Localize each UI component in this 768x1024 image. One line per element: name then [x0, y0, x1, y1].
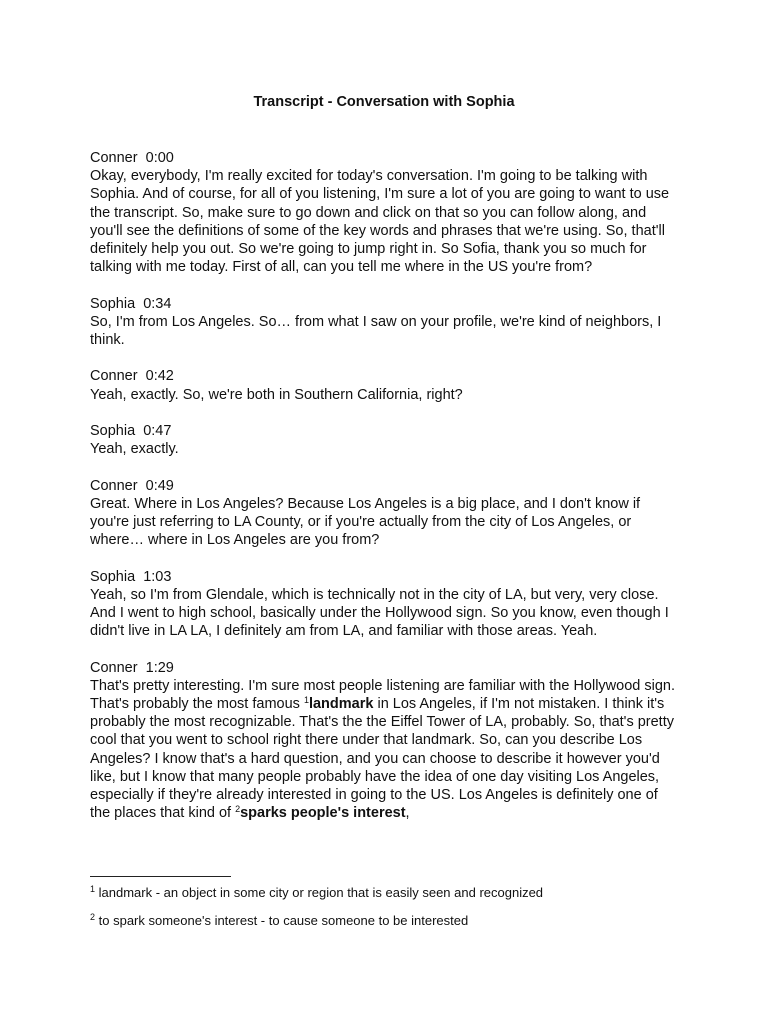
speaker-name: Conner — [90, 477, 138, 494]
turn-header — [90, 367, 678, 385]
timestamp: 0:47 — [143, 423, 172, 439]
timestamp: 0:34 — [143, 295, 172, 312]
transcript-turn — [90, 367, 678, 403]
footnote-text: to spark someone's interest - to cause someone to be interested — [98, 913, 469, 928]
turn-header — [90, 149, 678, 167]
footnote-1 — [90, 885, 690, 901]
footnote-divider — [90, 876, 231, 877]
turn-text: Yeah, so I'm from Glendale, which is technically not in the city of LA, but very, very close. And I went to high school, basically under the Hollywood sign. So you know, even though I didn't live in LA LA, I definitely am from LA, and familiar with those areas. Yeah. — [90, 586, 669, 640]
turn-header — [90, 295, 678, 313]
transcript-turn — [90, 477, 678, 550]
transcript-turn — [90, 295, 678, 350]
turn-header — [90, 477, 678, 495]
turn-text-part: , — [405, 805, 410, 822]
timestamp: 0:00 — [145, 150, 174, 166]
footnote-ref-1: 1 — [303, 695, 309, 705]
timestamp: 0:42 — [145, 368, 174, 385]
timestamp: 1:29 — [145, 659, 174, 676]
transcript-turn — [90, 568, 678, 641]
timestamp: 1:03 — [143, 568, 172, 585]
footnote-marker: 1 — [90, 884, 96, 894]
turn-text — [90, 677, 678, 823]
speaker-name: Sophia — [90, 295, 136, 312]
turn-text: Okay, everybody, I'm really excited for today's conversation. I'm going to be talking with Sophia. And of course, for all of you listening, I'm sure a lot of you are going to want to use the transcript. So, make sure to go down and click on that so you can follow along, and you'll see the definitions of some of the key words and phrases that we're using. So, that'll definitely help you out. So we're going to jump right in. So Sofia, thank you so much for talking with me today. First of all, can you tell me where in the US you're from? — [90, 168, 670, 276]
footnote-2 — [90, 913, 690, 929]
turn-header — [90, 659, 678, 677]
turn-text-part: That's pretty interesting. I'm sure most people listening are familiar with the Hollywood sign. That's probably the most famous — [90, 677, 675, 712]
turn-text: So, I'm from Los Angeles. So… from what I saw on your profile, we're kind of neighbors, I think. — [90, 313, 662, 349]
turn-text: Yeah, exactly. So, we're both in Southern California, right? — [90, 386, 463, 403]
footnotes — [90, 885, 690, 941]
glossary-term-sparks-interest: sparks people's interest — [240, 805, 406, 822]
document-title: Transcript - Conversation with Sophia — [253, 94, 515, 110]
turn-text-part: in Los Angeles, if I'm not mistaken. I think it's probably the most recognizable. That's the the Eiffel Tower of LA, probably. So, that's pretty cool that you went to school right there under that landmark. So, can you describe Los Angeles? I know that's a hard question, and you can choose to describe it however you'd like, but I know that many people probably have the idea of one day visiting Los Angeles, especially if they're already interested in going to the US. Los Angeles is definitely one of the places that kind of — [90, 696, 674, 822]
speaker-name: Conner — [90, 368, 138, 385]
speaker-name: Conner — [90, 150, 138, 166]
footnote-text: landmark - an object in some city or region that is easily seen and recognized — [98, 885, 544, 900]
transcript-turn — [90, 422, 678, 458]
timestamp: 0:49 — [145, 477, 174, 494]
footnote-ref-2: 2 — [235, 804, 241, 815]
footnote-marker: 2 — [90, 912, 96, 922]
transcript-body — [90, 149, 678, 841]
speaker-name: Sophia — [90, 423, 136, 439]
turn-text: Yeah, exactly. — [90, 441, 179, 458]
turn-header — [90, 422, 678, 440]
turn-text: Great. Where in Los Angeles? Because Los Angeles is a big place, and I don't know if you're just referring to LA County, or if you're actually from the city of Los Angeles, or where… where in Los Angeles are you from? — [90, 495, 641, 549]
turn-header — [90, 568, 678, 586]
transcript-turn-last — [90, 659, 678, 823]
transcript-turn — [90, 149, 678, 276]
speaker-name: Conner — [90, 659, 138, 676]
glossary-term-landmark: landmark — [308, 696, 374, 712]
speaker-name: Sophia — [90, 568, 136, 585]
